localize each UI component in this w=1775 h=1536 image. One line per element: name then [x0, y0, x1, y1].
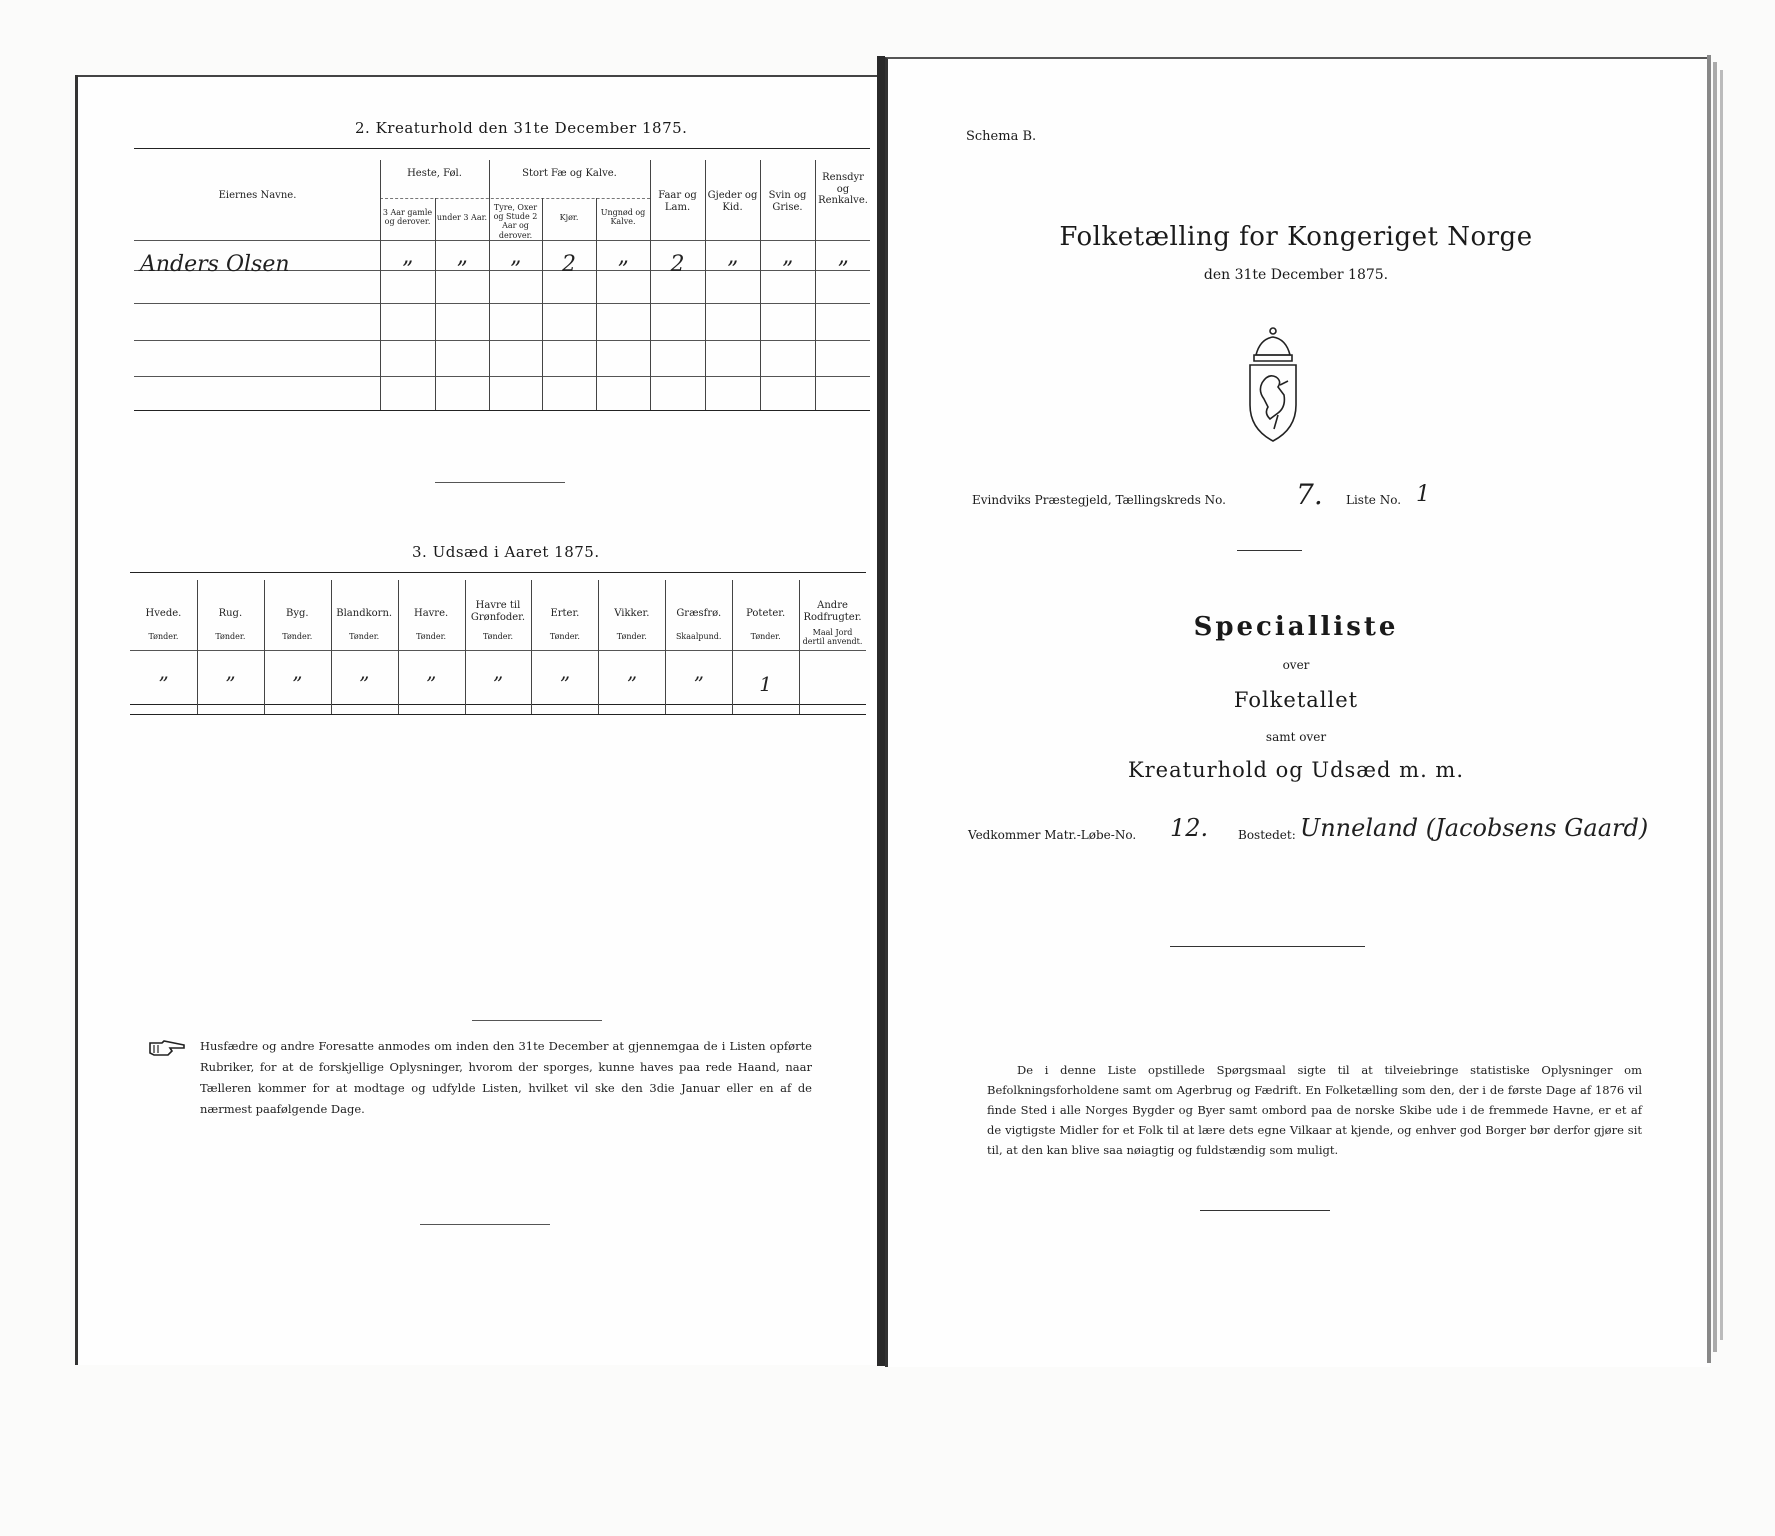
divider: [420, 1224, 550, 1225]
cell-value: ”: [509, 258, 522, 283]
table-col-rule: [489, 160, 490, 410]
crop-header: Blandkorn.: [336, 608, 393, 619]
divider: [1200, 1210, 1330, 1211]
horses-header: Heste, Føl.: [407, 168, 462, 179]
divider: [1237, 550, 1302, 551]
specialliste-heading: Specialliste: [1193, 612, 1399, 642]
reindeer-header: Rensdyr og Renkalve.: [818, 172, 868, 206]
matr-label: Vedkommer Matr.-Løbe-No.: [968, 828, 1137, 842]
cattle-header: Stort Fæ og Kalve.: [522, 168, 617, 179]
samt-over-text: samt over: [1265, 730, 1327, 744]
owner-name: Anders Olsen: [140, 252, 290, 277]
table-col-rule: [398, 580, 399, 714]
divider: [472, 1020, 602, 1021]
norwegian-lion-coat-of-arms-icon: [1240, 325, 1306, 445]
horses-young-header: under 3 Aar.: [436, 213, 488, 222]
crop-unit: Tønder.: [616, 632, 647, 641]
main-title: Folketælling for Kongeriget Norge: [1059, 222, 1533, 252]
owner-header: Eiernes Navne.: [218, 190, 297, 201]
census-footnote: De i denne Liste opstillede Spørgsmaal sigte til at tilveiebringe statistiske Oplysninger om Befolkningsforholdene samt om Agerbrug og Fædrift. En Folketælling som den, der i de første Dage af 1876 vil finde Sted i alle Norges Bygder og Byer samt ombord paa de norske Skibe ude i de fremmede Havne, er et af de vigtigste Midler for et Folk til at lære dets egne Vilkaar at kjende, og enhver god Borger bør derfor gjøre sit til, at den kan blive saa nøiagtig og fuldstændig som muligt.: [987, 1063, 1642, 1157]
kreaturhold-heading: Kreaturhold og Udsæd m. m.: [1127, 758, 1465, 782]
table-rule: [130, 572, 866, 573]
crop-value: ”: [359, 672, 370, 696]
cattle-cows-header: Kjør.: [559, 213, 579, 222]
crop-value: ”: [292, 672, 303, 696]
horses-adult-header: 3 Aar gamle og derover.: [382, 208, 433, 227]
crop-header: Poteter.: [746, 608, 786, 619]
table-col-rule: [799, 580, 800, 714]
table-col-rule: [465, 580, 466, 714]
page-edge: [1720, 70, 1723, 1340]
table-rule: [134, 148, 870, 149]
crop-header: Erter.: [550, 608, 580, 619]
crop-unit: Tønder.: [482, 632, 513, 641]
table-col-rule: [596, 198, 597, 410]
crop-header: Hvede.: [145, 608, 182, 619]
crop-value: ”: [225, 672, 236, 696]
table-col-rule: [542, 198, 543, 410]
table-col-rule: [264, 580, 265, 714]
crop-unit: Tønder.: [750, 632, 781, 641]
crop-unit: Tønder.: [215, 632, 246, 641]
table-col-rule: [331, 580, 332, 714]
table-col-rule: [732, 580, 733, 714]
table-col-rule: [197, 580, 198, 714]
crop-header: Græsfrø.: [676, 608, 722, 619]
crop-header: Rug.: [218, 608, 243, 619]
cattle-young-header: Ungnød og Kalve.: [600, 208, 646, 227]
crop-unit: Tønder.: [549, 632, 580, 641]
district-number: 7.: [1296, 478, 1323, 511]
pointing-hand-icon: [148, 1039, 188, 1059]
table-rule: [130, 704, 866, 705]
cell-value: ”: [456, 258, 468, 283]
goats-header: Gjeder og Kid.: [707, 190, 758, 213]
sheep-header: Faar og Lam.: [658, 190, 697, 213]
crop-header: Havre til Grønfoder.: [470, 600, 526, 623]
crop-header: Havre.: [413, 608, 449, 619]
crop-unit: Tønder.: [349, 632, 380, 641]
cell-value: 2: [562, 252, 576, 277]
crop-value: ”: [626, 672, 637, 696]
crop-header: Andre Rodfrugter.: [803, 600, 862, 623]
table-col-rule: [380, 160, 381, 410]
table-rule: [130, 714, 866, 715]
list-number: 1: [1416, 482, 1430, 507]
crop-value: ”: [425, 672, 437, 696]
pigs-header: Svin og Grise.: [768, 190, 807, 213]
page-edge: [1707, 55, 1711, 1363]
divider: [1170, 946, 1365, 947]
cell-value: ”: [401, 258, 414, 283]
crop-unit: Skaalpund.: [675, 632, 722, 641]
matr-number: 12.: [1170, 814, 1209, 842]
bostedet-label: Bostedet:: [1238, 828, 1296, 842]
cell-value: ”: [781, 258, 794, 283]
cell-value: ”: [837, 258, 849, 283]
crop-value: ”: [693, 672, 704, 696]
section-3-title: 3. Udsæd i Aaret 1875.: [412, 543, 600, 561]
main-subtitle: den 31te December 1875.: [1203, 267, 1389, 283]
table-col-rule: [598, 580, 599, 714]
table-rule: [134, 410, 870, 411]
cell-value: ”: [726, 258, 739, 283]
section-2-title: 2. Kreaturhold den 31te December 1875.: [355, 119, 688, 137]
crop-unit: Maal Jord dertil anvendt.: [802, 628, 863, 647]
cell-value: ”: [617, 258, 629, 283]
folketallet-heading: Folketallet: [1233, 688, 1359, 712]
over-text: over: [1282, 658, 1310, 672]
right-page: [885, 57, 1710, 1367]
list-label: Liste No.: [1346, 493, 1402, 507]
book-spine: [877, 56, 885, 1366]
parish-label: Evindviks Præstegjeld, Tællingskreds No.: [972, 493, 1226, 507]
cell-value: 2: [670, 252, 685, 277]
schema-label: Schema B.: [966, 129, 1037, 144]
crop-value: ”: [492, 672, 504, 696]
crop-value: ”: [559, 672, 571, 696]
divider: [435, 482, 565, 483]
cattle-bulls-header: Tyre, Oxer og Stude 2 Aar og derover.: [493, 203, 538, 240]
crop-unit: Tønder.: [416, 632, 447, 641]
table-rule: [130, 650, 866, 651]
page-edge: [1713, 62, 1717, 1352]
crop-header: Byg.: [285, 608, 309, 619]
crop-value: 1: [759, 672, 772, 696]
crop-value: ”: [158, 672, 169, 696]
crop-header: Vikker.: [614, 608, 650, 619]
table-col-rule: [435, 198, 436, 410]
table-col-rule: [665, 580, 666, 714]
table-rule: [380, 198, 650, 199]
bostedet-value: Unneland (Jacobsens Gaard): [1300, 814, 1649, 842]
crop-unit: Tønder.: [282, 632, 313, 641]
crop-unit: Tønder.: [148, 632, 179, 641]
table-col-rule: [531, 580, 532, 714]
householder-notice: Husfædre og andre Foresatte anmodes om inden den 31te December at gjennemgaa de i Listen opførte Rubriker, for at de forskjellige Oplysninger, hvorom der sporges, kunne haves paa rede Haand, naar Tælleren kommer for at modtage og udfylde Listen, hvilket vil ske den 3die Januar eller en af de nærmest paafølgende Dage.: [200, 1039, 812, 1116]
